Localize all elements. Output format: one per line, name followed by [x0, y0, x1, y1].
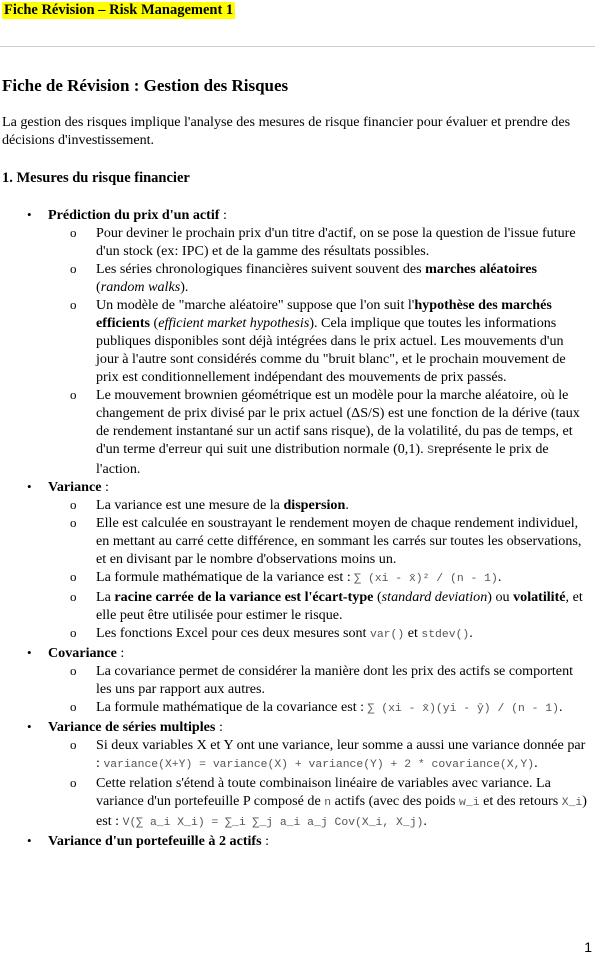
list-item: o La formule mathématique de la covariance est : ∑ (xi - x̄)(yi - ȳ) / (n - 1). [70, 699, 563, 715]
bullet-dot-icon: • [27, 719, 32, 734]
circle-bullet-icon: o [70, 225, 77, 240]
bullet-two-asset-portfolio: • Variance d'un portefeuille à 2 actifs : [27, 833, 270, 849]
bullet-list [20, 206, 595, 850]
bullet-covariance: • Covariance : o La covariance permet de considérer la manière dont les prix des actifs se comportent les uns par rapport aux autres. o La formule mathématique de la covariance est : ∑ (xi - x̄)(yi - ȳ) / (n - 1). [20, 644, 595, 718]
bullet-dot-icon: • [27, 207, 32, 222]
list-item: o La formule mathématique de la variance est : ∑ (xi - x̄)² / (n - 1). [70, 569, 502, 585]
list-item: o Le mouvement brownien géométrique est un modèle pour la marche aléatoire, où le changement de prix divisé par le prix actuel (ΔS/S) est une fonction de la dérive (taux de rendement instantané sur un actif sans risque), de la volatilité, du pas de temps, et d'un terme d'erreur qui suit une distribution normale (0,1). Sreprésente le prix de l'action. [70, 387, 580, 477]
intro-paragraph: La gestion des risques implique l'analyse des mesures de risque financier pour évaluer et prendre des décisions d'investissement. [2, 114, 571, 148]
page-title: Fiche de Révision : Gestion des Risques [2, 76, 289, 95]
prediction-sublist [48, 224, 595, 478]
list-item: o Si deux variables X et Y ont une variance, leur somme a aussi une variance donnée par : variance(X+Y) = variance(X) + variance(Y) + 2 * covariance(X,Y). [70, 737, 586, 771]
inline-code: X_i [561, 797, 583, 809]
multiples-heading: Variance de séries multiples [48, 719, 216, 735]
list-item: o Les fonctions Excel pour ces deux mesures sont var() et stdev(). [70, 625, 473, 641]
inline-code: n [324, 797, 332, 809]
circle-bullet-icon: o [70, 387, 77, 402]
bullet-dot-icon: • [27, 645, 32, 660]
bullet-variance: • Variance : o La variance est une mesure de la dispersion. o Elle est calculée en soustrayant le rendement moyen de chaque rendement individuel, en mettant au carré cette différence, en sommant les carrés sur toutes les observations, et en divisant par le nombre d'observations moins un. o La formule mathématique de la variance est : ∑ (xi - x̄)² / (n - 1). o La racine carrée de la variance est l'écart-type (standard deviation) ou volatilité, et elle peut être utilisée pour estimer le risque. o Les fonctions Excel pour ces deux mesures sont var() et stdev(). [20, 478, 595, 644]
circle-bullet-icon: o [70, 699, 77, 714]
sum-variance-formula: variance(X+Y) = variance(X) + variance(Y) + 2 * covariance(X,Y) [103, 759, 535, 771]
bullet-multiple-series: • Variance de séries multiples : o Si deux variables X et Y ont une variance, leur somme a aussi une variance donnée par : variance(X+Y) = variance(X) + variance(Y) + 2 * covariance(X,Y). o Cette relation s'étend à toute combinaison linéaire de variables avec variance. La variance d'un portefeuille P composé de n actifs (avec des poids w_i et des retours X_i) est : V(∑ a_i X_i) = ∑_i ∑_j a_i a_j Cov(X_i, X_j). [20, 718, 595, 832]
list-item: o Les séries chronologiques financières suivent souvent des marches aléatoires (random walks). [70, 261, 537, 295]
list-item: o Pour deviner le prochain prix d'un titre d'actif, on se pose la question de l'issue future d'un stock (ex: IPC) et de la gamme des résultats possibles. [70, 225, 576, 259]
inline-code: stdev() [421, 629, 470, 641]
bullet-dot-icon: • [27, 479, 32, 494]
list-item: o Elle est calculée en soustrayant le rendement moyen de chaque rendement individuel, en mettant au carré cette différence, en sommant les carrés sur toutes les observations, et en divisant par le nombre d'observations moins un. [70, 515, 582, 567]
circle-bullet-icon: o [70, 737, 77, 752]
circle-bullet-icon: o [70, 261, 77, 276]
variance-sublist [48, 496, 595, 644]
inline-code: w_i [459, 797, 480, 809]
variance-formula: ∑ (xi - x̄)² / (n - 1) [354, 573, 498, 585]
list-item: o La racine carrée de la variance est l'écart-type (standard deviation) ou volatilité, et elle peut être utilisée pour estimer le risque. [70, 589, 583, 623]
circle-bullet-icon: o [70, 569, 77, 584]
circle-bullet-icon: o [70, 589, 77, 604]
circle-bullet-icon: o [70, 663, 77, 678]
list-item: o La covariance permet de considérer la manière dont les prix des actifs se comportent les uns par rapport aux autres. [70, 663, 574, 697]
circle-bullet-icon: o [70, 775, 77, 790]
variance-heading: Variance [48, 479, 102, 495]
inline-code: var() [369, 629, 405, 641]
multiples-sublist [48, 736, 595, 832]
portfolio-heading: Variance d'un portefeuille à 2 actifs [48, 833, 262, 849]
portfolio-variance-formula: V(∑ a_i X_i) = ∑_i ∑_j a_i a_j Cov(X_i, X_j) [122, 817, 424, 829]
covariance-heading: Covariance [48, 645, 117, 661]
section-heading-1: 1. Mesures du risque financier [2, 170, 190, 186]
page-number: 1 [584, 939, 592, 955]
circle-bullet-icon: o [70, 497, 77, 512]
circle-bullet-icon: o [70, 297, 77, 312]
covariance-sublist [48, 662, 595, 718]
bullet-dot-icon: • [27, 833, 32, 848]
circle-bullet-icon: o [70, 515, 77, 530]
bullet-prediction: • Prédiction du prix d'un actif : o Pour deviner le prochain prix d'un titre d'actif, on se pose la question de l'issue future d'un stock (ex: IPC) et de la gamme des résultats possibles. o Les séries chronologiques financières suivent souvent des marches aléatoires (random walks). o Un modèle de "marche aléatoire" suppose que l'on suit l'hypothèse des marchés efficients (efficient market hypothesis). Cela implique que toutes les informations publiques disponibles sont déjà intégrées dans le prix actuel. Les mouvements d'un jour à l'autre sont considérés comme du "bruit blanc", et le prochain mouvement de prix est conditionnellement indépendant des mouvements de prix passés. o Le mouvement brownien géométrique est un modèle pour la marche aléatoire, où le changement de prix divisé par le prix actuel (ΔS/S) est une fonction de la dérive (taux de rendement instantané sur un actif sans risque), de la volatilité, du pas de temps, et d'un terme d'erreur qui suit une distribution normale (0,1). Sreprésente le prix de l'action. [20, 206, 595, 478]
list-item: o Un modèle de "marche aléatoire" suppose que l'on suit l'hypothèse des marchés efficients (efficient market hypothesis). Cela implique que toutes les informations publiques disponibles sont déjà intégrées dans le prix actuel. Les mouvements d'un jour à l'autre sont considérés comme du "bruit blanc", et le prochain mouvement de prix est conditionnellement indépendant des mouvements de prix passés. [70, 297, 566, 385]
covariance-formula: ∑ (xi - x̄)(yi - ȳ) / (n - 1) [367, 703, 559, 715]
prediction-heading: Prédiction du prix d'un actif [48, 207, 220, 223]
inline-code: S [427, 445, 434, 457]
list-item: o La variance est une mesure de la dispersion. [70, 497, 349, 513]
circle-bullet-icon: o [70, 625, 77, 640]
header-divider [0, 46, 595, 47]
list-item: o Cette relation s'étend à toute combinaison linéaire de variables avec variance. La variance d'un portefeuille P composé de n actifs (avec des poids w_i et des retours X_i) est : V(∑ a_i X_i) = ∑_i ∑_j a_i a_j Cov(X_i, X_j). [70, 775, 587, 829]
document-header: Fiche Révision – Risk Management 1 [4, 2, 234, 18]
